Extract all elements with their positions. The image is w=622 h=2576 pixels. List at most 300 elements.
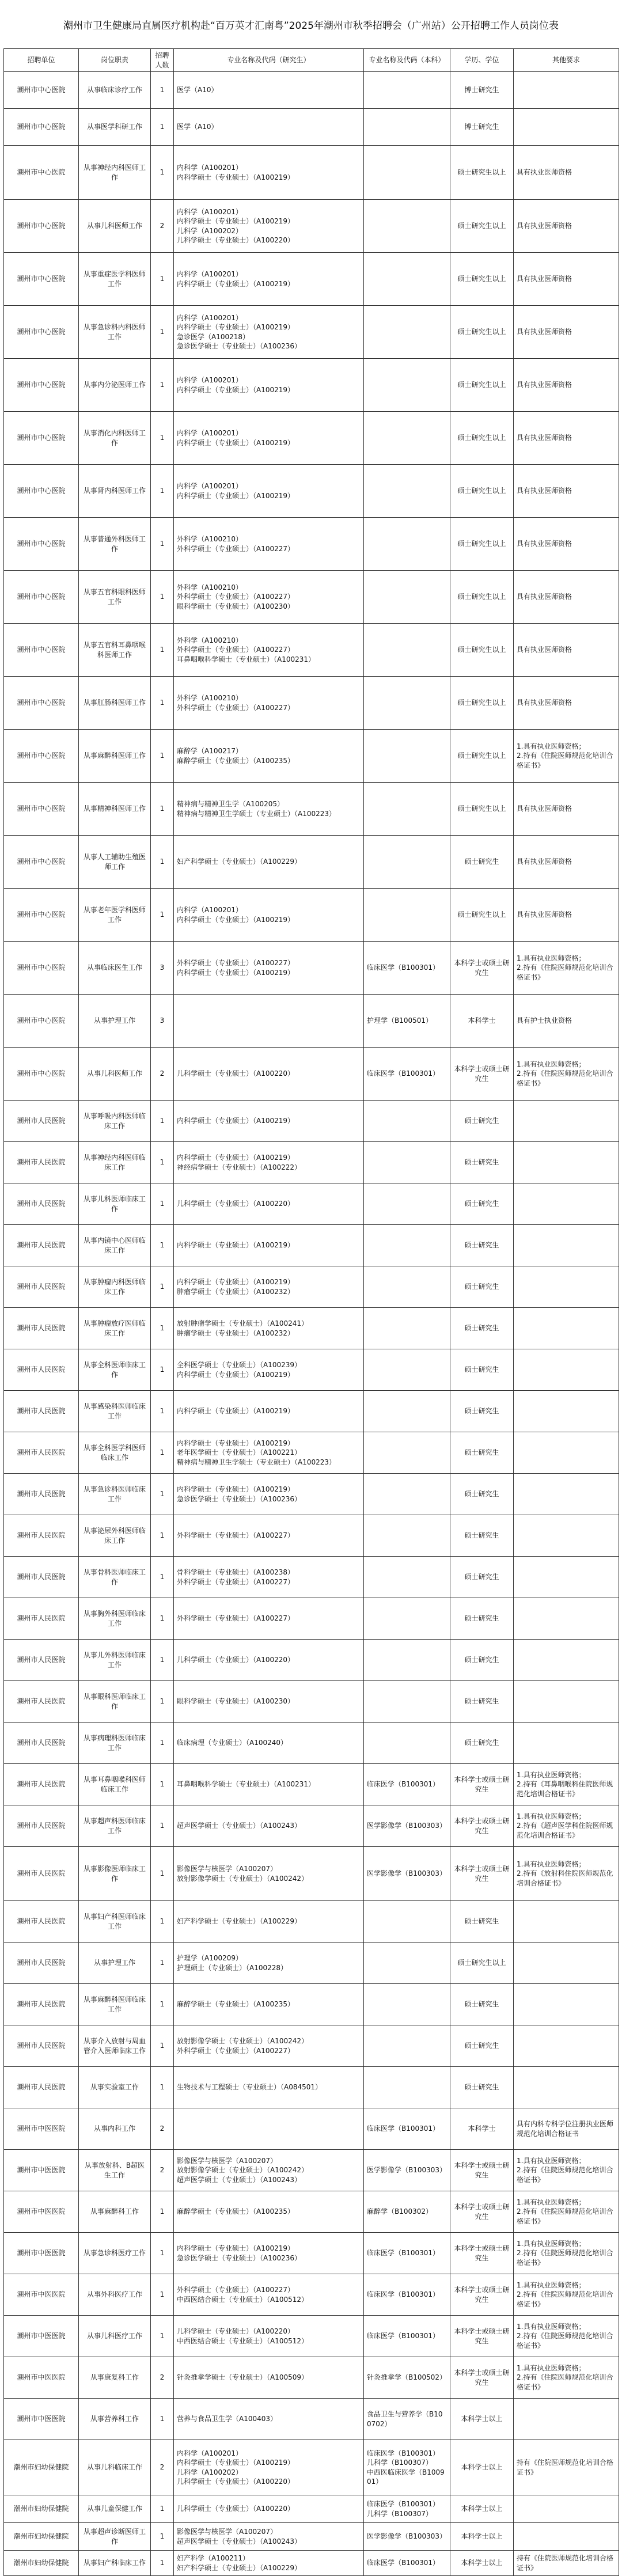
table-row bbox=[4, 1048, 619, 1101]
unit-cell: 潮州市妇幼保健院 bbox=[4, 2440, 79, 2495]
unit-cell: 潮州市中心医院 bbox=[4, 359, 79, 412]
other-req-cell: 1.具有执业医师资格； 2.持有《住院医师规范化培训合格证书》 bbox=[514, 2191, 619, 2233]
count-cell: 1 bbox=[151, 2233, 174, 2274]
header-grad-major: 专业名称及代码（研究生） bbox=[174, 49, 364, 72]
other-req-cell: 具有执业医师资格 bbox=[514, 571, 619, 624]
other-req-cell: 1.具有执业医师资格； 2.持有《住院医师规范化培训合格证书》 bbox=[514, 2274, 619, 2316]
duty-cell: 从事麻醉科医师临床工作 bbox=[79, 1984, 151, 2025]
table-row bbox=[4, 783, 619, 836]
ug-major-cell bbox=[364, 1349, 450, 1391]
education-cell: 硕士研究生 bbox=[450, 1723, 514, 1764]
grad-major-cell: 外科学硕士（专业硕士）（A100227） 中西医结合硕士（专业硕士）（A100512） bbox=[174, 2274, 364, 2316]
other-req-cell: 具有执业医师资格 bbox=[514, 836, 619, 889]
other-req-cell: 1.具有执业医师资格； 2.持有《住院医师规范化培训合格证书》 bbox=[514, 942, 619, 995]
count-cell: 1 bbox=[151, 1142, 174, 1183]
table-row bbox=[4, 1847, 619, 1901]
table-row bbox=[4, 2025, 619, 2067]
document-title: 潮州市卫生健康局直属医疗机构赴“百万英才汇南粤”2025年潮州市秋季招聘会（广州站）公开招聘工作人员岗位表 bbox=[63, 20, 559, 32]
education-cell: 本科学士以上 bbox=[450, 2399, 514, 2440]
duty-cell: 从事肿瘤内科医师临床工作 bbox=[79, 1266, 151, 1308]
grad-major-cell bbox=[174, 995, 364, 1048]
count-cell: 1 bbox=[151, 2191, 174, 2233]
unit-cell: 潮州市人民医院 bbox=[4, 1764, 79, 1805]
unit-cell: 潮州市人民医院 bbox=[4, 2025, 79, 2067]
header-education: 学历、学位 bbox=[450, 49, 514, 72]
count-cell: 3 bbox=[151, 942, 174, 995]
education-cell: 硕士研究生 bbox=[450, 1474, 514, 1515]
education-cell: 博士研究生 bbox=[450, 72, 514, 109]
other-req-cell: 具有执业医师资格 bbox=[514, 783, 619, 836]
duty-cell: 从事感染科医师临床工作 bbox=[79, 1391, 151, 1432]
grad-major-cell: 内科学（A100201） 内科学硕士（专业硕士）（A100219） bbox=[174, 465, 364, 518]
duty-cell: 从事神经内科医师临床工作 bbox=[79, 1142, 151, 1183]
ug-major-cell: 医学影像学（B100303） bbox=[364, 1805, 450, 1847]
table-row bbox=[4, 1640, 619, 1681]
education-cell: 本科学士或硕士研究生 bbox=[450, 2274, 514, 2316]
duty-cell: 从事儿科医师工作 bbox=[79, 200, 151, 253]
ug-major-cell bbox=[364, 1391, 450, 1432]
ug-major-cell bbox=[364, 2067, 450, 2108]
other-req-cell bbox=[514, 109, 619, 146]
unit-cell: 潮州市人民医院 bbox=[4, 1515, 79, 1557]
unit-cell: 潮州市中心医院 bbox=[4, 412, 79, 465]
duty-cell: 从事麻醉科工作 bbox=[79, 2191, 151, 2233]
ug-major-cell bbox=[364, 200, 450, 253]
grad-major-cell: 外科学硕士（专业硕士）（A100227） 内科学硕士（专业硕士）（A100219） bbox=[174, 942, 364, 995]
other-req-cell bbox=[514, 1308, 619, 1349]
grad-major-cell: 儿科学硕士（专业硕士）（A100220） bbox=[174, 1640, 364, 1681]
unit-cell: 潮州市人民医院 bbox=[4, 1901, 79, 1943]
education-cell: 本科学士或硕士研究生 bbox=[450, 1847, 514, 1901]
unit-cell: 潮州市人民医院 bbox=[4, 1943, 79, 1984]
grad-major-cell: 内科学（A100201） 内科学硕士（专业硕士）（A100219） bbox=[174, 253, 364, 306]
grad-major-cell: 内科学硕士（专业硕士）（A100219） 肿瘤学硕士（专业硕士）（A100232） bbox=[174, 1266, 364, 1308]
other-req-cell bbox=[514, 1266, 619, 1308]
grad-major-cell: 眼科学硕士（专业硕士）（A100230） bbox=[174, 1681, 364, 1723]
count-cell: 1 bbox=[151, 730, 174, 783]
count-cell: 1 bbox=[151, 465, 174, 518]
unit-cell: 潮州市人民医院 bbox=[4, 1474, 79, 1515]
ug-major-cell bbox=[364, 465, 450, 518]
table-row bbox=[4, 465, 619, 518]
table-row bbox=[4, 1225, 619, 1266]
count-cell: 1 bbox=[151, 1764, 174, 1805]
table-row bbox=[4, 253, 619, 306]
ug-major-cell: 临床医学（B100301） bbox=[364, 2108, 450, 2150]
ug-major-cell bbox=[364, 1943, 450, 1984]
count-cell: 1 bbox=[151, 624, 174, 677]
duty-cell: 从事康复科工作 bbox=[79, 2357, 151, 2399]
other-req-cell: 具有执业医师资格 bbox=[514, 624, 619, 677]
duty-cell: 从事儿科医师临床工作 bbox=[79, 1183, 151, 1225]
education-cell: 硕士研究生以上 bbox=[450, 571, 514, 624]
grad-major-cell bbox=[174, 2108, 364, 2150]
other-req-cell bbox=[514, 1101, 619, 1142]
other-req-cell bbox=[514, 1183, 619, 1225]
education-cell: 硕士研究生 bbox=[450, 1901, 514, 1943]
other-req-cell bbox=[514, 1723, 619, 1764]
duty-cell: 从事妇产科临床工作 bbox=[79, 2551, 151, 2576]
other-req-cell bbox=[514, 1943, 619, 1984]
table-row bbox=[4, 2357, 619, 2399]
grad-major-cell: 内科学（A100201） 内科学硕士（专业硕士）（A100219） bbox=[174, 889, 364, 942]
education-cell: 博士研究生 bbox=[450, 109, 514, 146]
education-cell: 本科学士 bbox=[450, 2108, 514, 2150]
education-cell: 本科学士或硕士研究生 bbox=[450, 2357, 514, 2399]
count-cell: 2 bbox=[151, 1048, 174, 1101]
unit-cell: 潮州市中心医院 bbox=[4, 995, 79, 1048]
table-row bbox=[4, 200, 619, 253]
ug-major-cell bbox=[364, 677, 450, 730]
duty-cell: 从事肿瘤放疗医师临床工作 bbox=[79, 1308, 151, 1349]
education-cell: 本科学士以上 bbox=[450, 2523, 514, 2551]
grad-major-cell: 外科学硕士（专业硕士）（A100227） bbox=[174, 1515, 364, 1557]
unit-cell: 潮州市人民医院 bbox=[4, 2067, 79, 2108]
ug-major-cell: 医学影像学（B100303） bbox=[364, 1847, 450, 1901]
table-row bbox=[4, 72, 619, 109]
education-cell: 硕士研究生 bbox=[450, 1557, 514, 1598]
table-row bbox=[4, 2067, 619, 2108]
duty-cell: 从事妇产科医师临床工作 bbox=[79, 1901, 151, 1943]
table-row bbox=[4, 1901, 619, 1943]
ug-major-cell bbox=[364, 1598, 450, 1640]
ug-major-cell bbox=[364, 1308, 450, 1349]
duty-cell: 从事耳鼻咽喉科医师临床工作 bbox=[79, 1764, 151, 1805]
education-cell: 硕士研究生 bbox=[450, 1681, 514, 1723]
duty-cell: 从事内分泌医师工作 bbox=[79, 359, 151, 412]
count-cell: 1 bbox=[151, 1266, 174, 1308]
grad-major-cell: 内科学（A100201） 内科学硕士（专业硕士）（A100219） 儿科学（A100202） 儿科学硕士（专业硕士）（A100220） bbox=[174, 2440, 364, 2495]
count-cell: 1 bbox=[151, 72, 174, 109]
table-row bbox=[4, 2440, 619, 2495]
grad-major-cell: 内科学（A100201） 内科学硕士（专业硕士）（A100219） 儿科学（A100202） 儿科学硕士（专业硕士）（A100220） bbox=[174, 200, 364, 253]
duty-cell: 从事内科工作 bbox=[79, 2108, 151, 2150]
other-req-cell: 1.具有执业医师资格； 2.持有《住院医师规范化培训合格证书》 bbox=[514, 2316, 619, 2357]
ug-major-cell bbox=[364, 1225, 450, 1266]
unit-cell: 潮州市中医医院 bbox=[4, 2150, 79, 2191]
unit-cell: 潮州市中心医院 bbox=[4, 624, 79, 677]
count-cell: 2 bbox=[151, 2440, 174, 2495]
other-req-cell: 具有执业医师资格 bbox=[514, 306, 619, 359]
duty-cell: 从事营养科工作 bbox=[79, 2399, 151, 2440]
duty-cell: 从事影像医师临床工作 bbox=[79, 1847, 151, 1901]
count-cell: 1 bbox=[151, 571, 174, 624]
other-req-cell bbox=[514, 1557, 619, 1598]
education-cell: 硕士研究生以上 bbox=[450, 889, 514, 942]
duty-cell: 从事护理工作 bbox=[79, 1943, 151, 1984]
table-row bbox=[4, 1308, 619, 1349]
education-cell: 硕士研究生以上 bbox=[450, 783, 514, 836]
grad-major-cell: 麻醉学硕士（专业硕士）（A100235） bbox=[174, 1984, 364, 2025]
grad-major-cell: 影像医学与核医学（A100207） 超声医学硕士（专业硕士）（A100243） bbox=[174, 2523, 364, 2551]
education-cell: 硕士研究生以上 bbox=[450, 200, 514, 253]
count-cell: 1 bbox=[151, 783, 174, 836]
unit-cell: 潮州市人民医院 bbox=[4, 1681, 79, 1723]
ug-major-cell bbox=[364, 1266, 450, 1308]
table-row bbox=[4, 1266, 619, 1308]
grad-major-cell: 内科学（A100201） 内科学硕士（专业硕士）（A100219） bbox=[174, 359, 364, 412]
duty-cell: 从事超声诊断医师工作 bbox=[79, 2523, 151, 2551]
table-row bbox=[4, 2551, 619, 2576]
other-req-cell: 持有《住院医师规范化培训合格证书》 bbox=[514, 2551, 619, 2576]
count-cell: 1 bbox=[151, 1183, 174, 1225]
count-cell: 1 bbox=[151, 1557, 174, 1598]
duty-cell: 从事五官科眼科医师工作 bbox=[79, 571, 151, 624]
unit-cell: 潮州市人民医院 bbox=[4, 1557, 79, 1598]
education-cell: 硕士研究生以上 bbox=[450, 677, 514, 730]
other-req-cell: 1.具有执业医师资格； 2.持有《住院医师规范化培训合格证书》 bbox=[514, 730, 619, 783]
ug-major-cell: 临床医学（B100301） bbox=[364, 2316, 450, 2357]
duty-cell: 从事实验室工作 bbox=[79, 2067, 151, 2108]
grad-major-cell: 外科学硕士（专业硕士）（A100227） bbox=[174, 1598, 364, 1640]
ug-major-cell: 临床医学（B100301） bbox=[364, 2233, 450, 2274]
grad-major-cell: 外科学（A100210） 外科学硕士（专业硕士）（A100227） bbox=[174, 677, 364, 730]
education-cell: 硕士研究生以上 bbox=[450, 730, 514, 783]
grad-major-cell: 麻醉学硕士（专业硕士）（A100235） bbox=[174, 2191, 364, 2233]
education-cell: 硕士研究生 bbox=[450, 1183, 514, 1225]
table-row bbox=[4, 2399, 619, 2440]
other-req-cell: 具有执业医师资格 bbox=[514, 465, 619, 518]
other-req-cell bbox=[514, 72, 619, 109]
count-cell: 1 bbox=[151, 1349, 174, 1391]
ug-major-cell bbox=[364, 359, 450, 412]
duty-cell: 从事重症医学科医师工作 bbox=[79, 253, 151, 306]
other-req-cell: 具有内科专科学位注册执业医师规范化培训合格证书 bbox=[514, 2108, 619, 2150]
duty-cell: 从事人工辅助生殖医师工作 bbox=[79, 836, 151, 889]
count-cell: 1 bbox=[151, 836, 174, 889]
education-cell: 本科学士或硕士研究生 bbox=[450, 942, 514, 995]
ug-major-cell: 医学影像学（B100303） bbox=[364, 2523, 450, 2551]
table-row bbox=[4, 1142, 619, 1183]
count-cell: 1 bbox=[151, 1225, 174, 1266]
grad-major-cell: 内科学硕士（专业硕士）（A100219） 老年医学硕士（专业硕士）（A100221） 精神病与精神卫生学硕士（专业硕士）（A100223） bbox=[174, 1432, 364, 1474]
grad-major-cell: 麻醉学（A100217） 麻醉学硕士（专业硕士）（A100235） bbox=[174, 730, 364, 783]
ug-major-cell bbox=[364, 518, 450, 571]
other-req-cell bbox=[514, 2025, 619, 2067]
other-req-cell: 1.具有执业医师资格； 2.持有《住院医师规范化培训合格证书》 bbox=[514, 2357, 619, 2399]
education-cell: 硕士研究生 bbox=[450, 1142, 514, 1183]
duty-cell: 从事超声科医师临床工作 bbox=[79, 1805, 151, 1847]
table-row bbox=[4, 2108, 619, 2150]
ug-major-cell bbox=[364, 1101, 450, 1142]
education-cell: 硕士研究生 bbox=[450, 1598, 514, 1640]
education-cell: 硕士研究生以上 bbox=[450, 465, 514, 518]
other-req-cell: 具有执业医师资格 bbox=[514, 200, 619, 253]
education-cell: 硕士研究生以上 bbox=[450, 306, 514, 359]
table-row bbox=[4, 995, 619, 1048]
table-row bbox=[4, 412, 619, 465]
grad-major-cell: 内科学硕士（专业硕士）（A100219） bbox=[174, 1101, 364, 1142]
other-req-cell bbox=[514, 1349, 619, 1391]
unit-cell: 潮州市中心医院 bbox=[4, 200, 79, 253]
duty-cell: 从事儿科医疗工作 bbox=[79, 2316, 151, 2357]
ug-major-cell: 护理学（B100501） bbox=[364, 995, 450, 1048]
header-duty: 岗位职责 bbox=[79, 49, 151, 72]
table-row bbox=[4, 1474, 619, 1515]
count-cell: 2 bbox=[151, 2150, 174, 2191]
education-cell: 硕士研究生 bbox=[450, 1308, 514, 1349]
grad-major-cell: 内科学（A100201） 内科学硕士（专业硕士）（A100219） 急诊医学（A100218） 急诊医学硕士（专业硕士）（A100236） bbox=[174, 306, 364, 359]
duty-cell: 从事神经内科医师工作 bbox=[79, 146, 151, 200]
unit-cell: 潮州市人民医院 bbox=[4, 1183, 79, 1225]
other-req-cell bbox=[514, 2495, 619, 2523]
count-cell: 1 bbox=[151, 1943, 174, 1984]
grad-major-cell: 外科学（A100210） 外科学硕士（专业硕士）（A100227） 眼科学硕士（专业硕士）（A100230） bbox=[174, 571, 364, 624]
ug-major-cell bbox=[364, 783, 450, 836]
grad-major-cell: 内科学（A100201） 内科学硕士（专业硕士）（A100219） bbox=[174, 146, 364, 200]
other-req-cell: 1.具有执业医师资格； 2.持有《放射科住院医师规范化培训合格证书》 bbox=[514, 1847, 619, 1901]
duty-cell: 从事临床诊疗工作 bbox=[79, 72, 151, 109]
table-row bbox=[4, 889, 619, 942]
grad-major-cell: 影像医学与核医学（A100207） 放射影像学硕士（专业硕士）（A100242） 超声医学硕士（专业硕士）（A100243） bbox=[174, 2150, 364, 2191]
table-row bbox=[4, 109, 619, 146]
ug-major-cell bbox=[364, 730, 450, 783]
unit-cell: 潮州市中医医院 bbox=[4, 2233, 79, 2274]
ug-major-cell bbox=[364, 253, 450, 306]
education-cell: 硕士研究生 bbox=[450, 1225, 514, 1266]
other-req-cell bbox=[514, 1225, 619, 1266]
other-req-cell bbox=[514, 1681, 619, 1723]
education-cell: 本科学士 bbox=[450, 995, 514, 1048]
other-req-cell: 具有执业医师资格 bbox=[514, 359, 619, 412]
other-req-cell bbox=[514, 1142, 619, 1183]
grad-major-cell: 全科医学硕士（专业硕士）（A100239） 内科学硕士（专业硕士）（A100219） bbox=[174, 1349, 364, 1391]
education-cell: 硕士研究生以上 bbox=[450, 146, 514, 200]
unit-cell: 潮州市人民医院 bbox=[4, 1723, 79, 1764]
unit-cell: 潮州市人民医院 bbox=[4, 1142, 79, 1183]
education-cell: 本科学士以上 bbox=[450, 2551, 514, 2576]
other-req-cell: 具有执业医师资格 bbox=[514, 889, 619, 942]
education-cell: 硕士研究生 bbox=[450, 2025, 514, 2067]
unit-cell: 潮州市中心医院 bbox=[4, 253, 79, 306]
education-cell: 硕士研究生以上 bbox=[450, 1943, 514, 1984]
unit-cell: 潮州市中心医院 bbox=[4, 889, 79, 942]
grad-major-cell: 内科学硕士（专业硕士）（A100219） 急诊医学硕士（专业硕士）（A100236） bbox=[174, 1474, 364, 1515]
count-cell: 1 bbox=[151, 1901, 174, 1943]
ug-major-cell: 临床医学（B100301） bbox=[364, 2274, 450, 2316]
duty-cell: 从事全科医师临床工作 bbox=[79, 1349, 151, 1391]
header-unit: 招聘单位 bbox=[4, 49, 79, 72]
unit-cell: 潮州市中心医院 bbox=[4, 730, 79, 783]
grad-major-cell: 放射影像学硕士（专业硕士）（A100242） 外科学硕士（专业硕士）（A100227） bbox=[174, 2025, 364, 2067]
grad-major-cell: 骨科学硕士（专业硕士）（A100238） 外科学硕士（专业硕士）（A100227） bbox=[174, 1557, 364, 1598]
grad-major-cell: 外科学（A100210） 外科学硕士（专业硕士）（A100227） 耳鼻咽喉科学硕士（专业硕士）（A100231） bbox=[174, 624, 364, 677]
unit-cell: 潮州市人民医院 bbox=[4, 1984, 79, 2025]
count-cell: 1 bbox=[151, 1984, 174, 2025]
other-req-cell bbox=[514, 2067, 619, 2108]
header-ug-major: 专业名称及代码（本科） bbox=[364, 49, 450, 72]
other-req-cell: 1.具有执业医师资格； 2.持有《住院医师规范化培训合格证书》 bbox=[514, 2150, 619, 2191]
grad-major-cell: 内科学硕士（专业硕士）（A100219） bbox=[174, 1225, 364, 1266]
unit-cell: 潮州市中医医院 bbox=[4, 2357, 79, 2399]
table-row bbox=[4, 1723, 619, 1764]
other-req-cell bbox=[514, 2399, 619, 2440]
ug-major-cell bbox=[364, 624, 450, 677]
count-cell: 1 bbox=[151, 2025, 174, 2067]
education-cell: 硕士研究生 bbox=[450, 1101, 514, 1142]
ug-major-cell: 针灸推拿学（B100502） bbox=[364, 2357, 450, 2399]
unit-cell: 潮州市中心医院 bbox=[4, 465, 79, 518]
table-row bbox=[4, 2316, 619, 2357]
other-req-cell: 具有执业医师资格 bbox=[514, 146, 619, 200]
other-req-cell: 具有护士执业资格 bbox=[514, 995, 619, 1048]
unit-cell: 潮州市人民医院 bbox=[4, 1598, 79, 1640]
other-req-cell: 1.具有执业医师资格； 2.持有《住院医师规范化培训合格证书》 bbox=[514, 2233, 619, 2274]
duty-cell: 从事胸外科医师临床工作 bbox=[79, 1598, 151, 1640]
education-cell: 硕士研究生 bbox=[450, 1984, 514, 2025]
ug-major-cell bbox=[364, 889, 450, 942]
unit-cell: 潮州市中心医院 bbox=[4, 783, 79, 836]
grad-major-cell: 医学（A10） bbox=[174, 72, 364, 109]
grad-major-cell: 内科学硕士（专业硕士）（A100219） 急诊医学硕士（专业硕士）（A100236） bbox=[174, 2233, 364, 2274]
duty-cell: 从事介入放射与周血管介入医师临床工作 bbox=[79, 2025, 151, 2067]
ug-major-cell bbox=[364, 1640, 450, 1681]
grad-major-cell: 妇产科学硕士（专业硕士）（A100229） bbox=[174, 1901, 364, 1943]
duty-cell: 从事急诊科内科医师工作 bbox=[79, 306, 151, 359]
unit-cell: 潮州市妇幼保健院 bbox=[4, 2495, 79, 2523]
count-cell: 1 bbox=[151, 1847, 174, 1901]
grad-major-cell: 妇产科学硕士（专业硕士）（A100229） bbox=[174, 836, 364, 889]
unit-cell: 潮州市中医医院 bbox=[4, 2191, 79, 2233]
unit-cell: 潮州市中医医院 bbox=[4, 2274, 79, 2316]
ug-major-cell bbox=[364, 1142, 450, 1183]
duty-cell: 从事全科医学科医师临床工作 bbox=[79, 1432, 151, 1474]
grad-major-cell: 耳鼻咽喉科学硕士（专业硕士）（A100231） bbox=[174, 1764, 364, 1805]
count-cell: 1 bbox=[151, 2067, 174, 2108]
duty-cell: 从事儿科医师工作 bbox=[79, 1048, 151, 1101]
grad-major-cell: 超声医学硕士（专业硕士）（A100243） bbox=[174, 1805, 364, 1847]
ug-major-cell: 麻醉学（B100302） bbox=[364, 2191, 450, 2233]
unit-cell: 潮州市中心医院 bbox=[4, 306, 79, 359]
table-row bbox=[4, 942, 619, 995]
unit-cell: 潮州市人民医院 bbox=[4, 1349, 79, 1391]
unit-cell: 潮州市人民医院 bbox=[4, 1847, 79, 1901]
ug-major-cell bbox=[364, 1474, 450, 1515]
count-cell: 1 bbox=[151, 1474, 174, 1515]
duty-cell: 从事放射科、B超医生工作 bbox=[79, 2150, 151, 2191]
count-cell: 1 bbox=[151, 1432, 174, 1474]
duty-cell: 从事儿童保健工作 bbox=[79, 2495, 151, 2523]
education-cell: 本科学士或硕士研究生 bbox=[450, 2316, 514, 2357]
unit-cell: 潮州市中医医院 bbox=[4, 2399, 79, 2440]
other-req-cell: 具有执业医师资格 bbox=[514, 253, 619, 306]
table-row bbox=[4, 1764, 619, 1805]
unit-cell: 潮州市人民医院 bbox=[4, 1432, 79, 1474]
count-cell: 1 bbox=[151, 306, 174, 359]
duty-cell: 从事儿外科医师临床工作 bbox=[79, 1640, 151, 1681]
table-row bbox=[4, 359, 619, 412]
education-cell: 硕士研究生以上 bbox=[450, 253, 514, 306]
education-cell: 硕士研究生以上 bbox=[450, 624, 514, 677]
other-req-cell: 1.具有执业医师资格； 2.持有《耳鼻咽喉科住院医师规范化培训合格证书》 bbox=[514, 1764, 619, 1805]
education-cell: 本科学士或硕士研究生 bbox=[450, 2233, 514, 2274]
other-req-cell bbox=[514, 1984, 619, 2025]
grad-major-cell: 放射肿瘤学硕士（专业硕士）（A100241） 肿瘤学硕士（专业硕士）（A100232） bbox=[174, 1308, 364, 1349]
unit-cell: 潮州市中心医院 bbox=[4, 72, 79, 109]
unit-cell: 潮州市中心医院 bbox=[4, 146, 79, 200]
table-row bbox=[4, 2233, 619, 2274]
count-cell: 1 bbox=[151, 1391, 174, 1432]
duty-cell: 从事内镜中心医师临床工作 bbox=[79, 1225, 151, 1266]
count-cell: 2 bbox=[151, 200, 174, 253]
grad-major-cell: 儿科学硕士（专业硕士）（A100220） bbox=[174, 1183, 364, 1225]
education-cell: 硕士研究生 bbox=[450, 1349, 514, 1391]
count-cell: 1 bbox=[151, 1681, 174, 1723]
grad-major-cell: 内科学硕士（专业硕士）（A100219） 神经病学硕士（专业硕士）（A100222） bbox=[174, 1142, 364, 1183]
count-cell: 1 bbox=[151, 1640, 174, 1681]
table-row bbox=[4, 1183, 619, 1225]
other-req-cell: 1.具有执业医师资格； 2.持有《超声医学科住院医师规范化培训合格证书》 bbox=[514, 1805, 619, 1847]
